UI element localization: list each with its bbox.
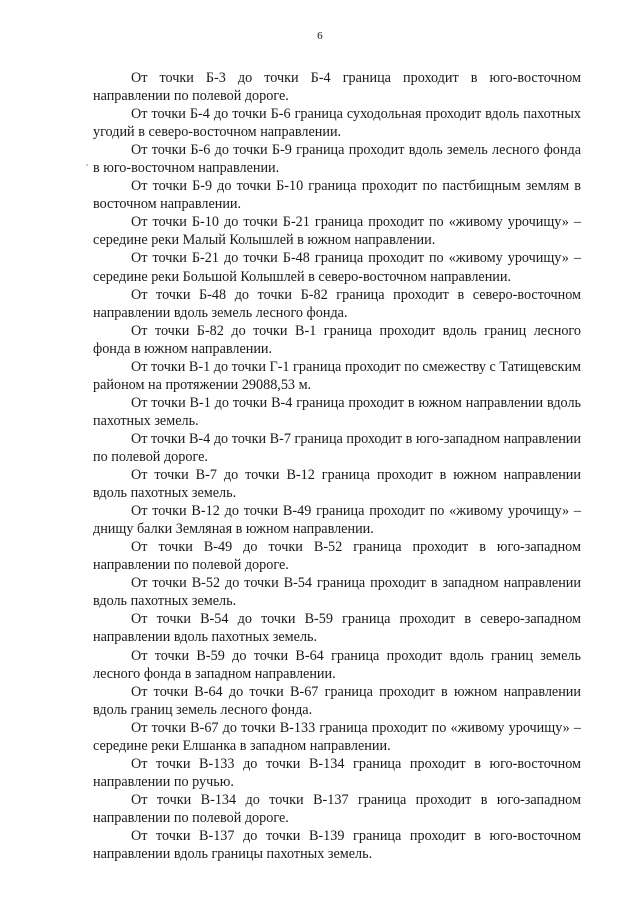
paragraph: От точки В-12 до точки В-49 граница проходит по «живому урочищу» – днищу балки Земляная в южном направлении. <box>93 503 581 538</box>
paragraph: От точки В-64 до точки В-67 граница проходит в южном направлении вдоль границ земель лесного фонда. <box>93 683 581 718</box>
paragraph: От точки Б-48 до точки Б-82 граница проходит в северо-восточном направлении вдоль земель лесного фонда. <box>93 286 581 321</box>
paragraph: От точки Б-3 до точки Б-4 граница проходит в юго-восточном направлении по полевой дороге. <box>93 70 581 105</box>
paragraph: От точки В-67 до точки В-133 граница проходит по «живому урочищу» – середине реки Елшанка в западном направлении. <box>93 719 581 754</box>
page-number: 6 <box>317 30 323 42</box>
paragraph: От точки Б-9 до точки Б-10 граница проходит по пастбищным землям в восточном направлении. <box>93 178 581 213</box>
paragraph: От точки В-1 до точки В-4 граница проходит в южном направлении вдоль пахотных земель. <box>93 394 581 429</box>
boundary-description <box>93 69 581 863</box>
paragraph: От точки Б-4 до точки Б-6 граница суходольная проходит вдоль пахотных угодий в северо-восточном направлении. <box>93 106 581 141</box>
scan-speck <box>86 164 88 166</box>
paragraph: От точки В-134 до точки В-137 граница проходит в юго-западном направлении по полевой дороге. <box>93 791 581 826</box>
paragraph: От точки В-7 до точки В-12 граница проходит в южном направлении вдоль пахотных земель. <box>93 467 581 502</box>
paragraph: От точки В-4 до точки В-7 граница проходит в юго-западном направлении по полевой дороге. <box>93 430 581 465</box>
paragraph: От точки В-1 до точки Г-1 граница проходит по смежеству с Татищевским районом на протяжении 29088,53 м. <box>93 358 582 393</box>
paragraph: От точки В-54 до точки В-59 граница проходит в северо-западном направлении вдоль пахотных земель. <box>93 611 581 646</box>
paragraph: От точки В-133 до точки В-134 граница проходит в юго-восточном направлении по ручью. <box>93 755 581 790</box>
paragraph: От точки Б-10 до точки Б-21 граница проходит по «живому урочищу» – середине реки Малый Колышлей в южном направлении. <box>93 214 581 249</box>
paragraph: От точки В-137 до точки В-139 граница проходит в юго-восточном направлении вдоль границы пахотных земель. <box>93 827 581 863</box>
paragraph: От точки В-59 до точки В-64 граница проходит вдоль границ земель лесного фонда в западном направлении. <box>93 647 581 682</box>
paragraph: От точки В-49 до точки В-52 граница проходит в юго-западном направлении по полевой дороге. <box>93 539 581 574</box>
paragraph: От точки В-52 до точки В-54 граница проходит в западном направлении вдоль пахотных земель. <box>93 575 581 610</box>
paragraph: От точки Б-6 до точки Б-9 граница проходит вдоль земель лесного фонда в юго-восточном направлении. <box>93 142 581 177</box>
paragraph: От точки Б-21 до точки Б-48 граница проходит по «живому урочищу» – середине реки Большой Колышлей в северо-восточном направлении. <box>93 250 581 285</box>
paragraph: От точки Б-82 до точки В-1 граница проходит вдоль границ лесного фонда в южном направлении. <box>93 322 581 357</box>
